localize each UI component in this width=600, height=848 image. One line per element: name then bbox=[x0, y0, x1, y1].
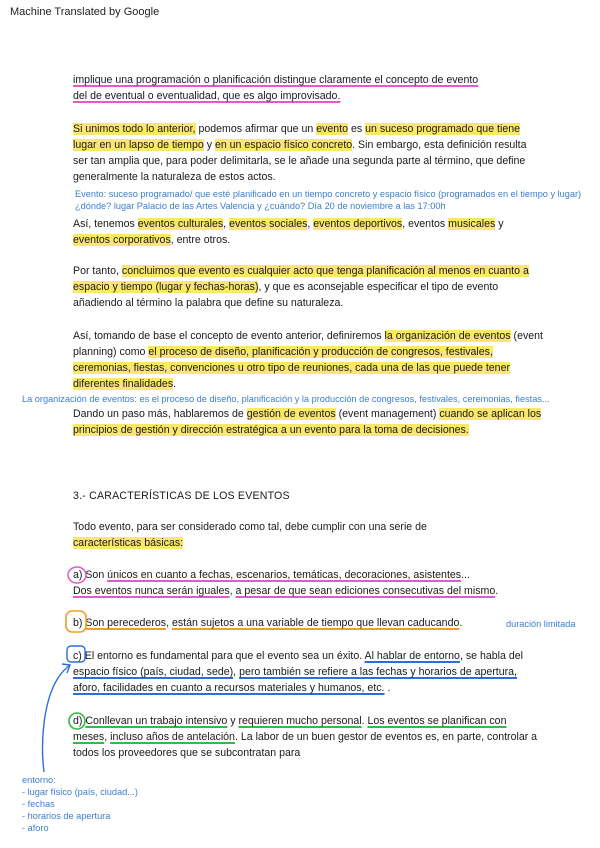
item-c-u1: Al hablar de entorno bbox=[364, 650, 460, 662]
item-b-u1: Son perecederos bbox=[85, 617, 167, 629]
item-c-t2: , se habla del bbox=[459, 650, 523, 662]
p2-hl-c: evento bbox=[316, 123, 349, 135]
item-d-t2: y bbox=[227, 715, 239, 727]
item-b-u2: están sujetos a una variable de tiempo que llevan caducando bbox=[171, 617, 460, 629]
p2-hl-a: Si unimos todo lo anterior, bbox=[73, 123, 196, 135]
item-a-u2: Dos eventos nunca serán iguales bbox=[73, 585, 230, 597]
translation-header: Machine Translated by Google bbox=[10, 6, 160, 18]
box-mark-b bbox=[66, 611, 86, 632]
p7-b: características básicas: bbox=[73, 537, 184, 549]
p2-hl-e: un suceso programado que tiene lugar en un lapso de tiempo bbox=[73, 123, 521, 151]
item-d-t5: . La labor de un buen gestor de eventos es, en parte, controlar a todos los proveedores que se subcontratan para bbox=[73, 731, 538, 759]
item-a-marker: a) bbox=[73, 569, 83, 581]
p2-text-b: podemos afirmar que un bbox=[195, 123, 317, 135]
p3-i: y bbox=[495, 218, 504, 230]
item-b-marker: b) bbox=[73, 617, 83, 629]
item-d-u2: requieren mucho personal bbox=[238, 715, 362, 727]
p4-b: concluimos que evento es cualquier acto que tenga planificación al menos en cuanto a espacio y tiempo (lugar y fechas-horas) bbox=[73, 265, 529, 293]
p2-text-h: . Sin embargo, esta definición resulta ser tan amplia que, para poder delimitarla, se le añade una segunda parte al término, que define generalmente la naturaleza de estos actos. bbox=[73, 139, 527, 183]
p3-e: , bbox=[307, 218, 314, 230]
p6-c: (event management) bbox=[335, 408, 440, 420]
annotation-entorno-item: - aforo bbox=[22, 823, 49, 833]
item-b-t2: , bbox=[166, 617, 172, 629]
p1-line-2: del de eventual o eventualidad, que es algo improvisado. bbox=[73, 90, 341, 102]
p3-c: , bbox=[223, 218, 230, 230]
item-d-t3: . bbox=[361, 715, 368, 727]
p2-hl-g: en un espacio físico concreto bbox=[214, 139, 353, 151]
p5-c: (event planning) como bbox=[73, 330, 543, 358]
p3-k: , entre otros. bbox=[170, 234, 231, 246]
p6-a: Dando un paso más, hablaremos de bbox=[73, 408, 247, 420]
annotation-entorno-item: - lugar físico (país, ciudad...) bbox=[22, 787, 138, 797]
box-mark-c bbox=[67, 646, 85, 662]
item-d-u3: Los eventos se planifican con meses bbox=[73, 715, 507, 743]
item-a-t3: , bbox=[229, 585, 236, 597]
p3-h: musicales bbox=[448, 218, 496, 230]
item-b-t3: . bbox=[459, 617, 463, 629]
p3-g: , eventos bbox=[402, 218, 449, 230]
p2-text-d: es bbox=[348, 123, 366, 135]
item-a-t4: . bbox=[495, 585, 499, 597]
p3-d: eventos sociales bbox=[229, 218, 308, 230]
item-c-t3: , bbox=[233, 666, 240, 678]
p3-f: eventos deportivos bbox=[313, 218, 403, 230]
p6-b: gestión de eventos bbox=[246, 408, 336, 420]
item-d-t4: , bbox=[104, 731, 111, 743]
p5-d: el proceso de diseño, planificación y producción de congresos, festivales, ceremonias, fiestas, convenciones u otro tipo de reuniones, cada una de las que puede tener diferentes finalidades bbox=[73, 346, 510, 390]
p3-a: Así, tenemos bbox=[73, 218, 138, 230]
p5-b: la organización de eventos bbox=[384, 330, 511, 342]
item-a-u3: a pesar de que sean ediciones consecutivas del mismo bbox=[235, 585, 496, 597]
p4-c: , y que es aconsejable especificar el tipo de evento añadiendo al término la palabra que define su naturaleza. bbox=[73, 281, 499, 309]
p7-a: Todo evento, para ser considerado como tal, debe cumplir con una serie de bbox=[73, 521, 427, 533]
item-c-t4: . bbox=[384, 682, 391, 694]
item-d-u1: Conllevan un trabajo intensivo bbox=[85, 715, 228, 727]
p6-d: cuando se aplican los principios de gestión y dirección estratégica a un evento para la toma de decisiones. bbox=[73, 408, 542, 436]
p2-text-f: y bbox=[203, 139, 215, 151]
circle-mark-d bbox=[69, 713, 85, 729]
item-c-u3: pero también se refiere a las fechas y horarios de apertura, aforo, facilidades en cuanto a recursos materiales y humanos, etc. bbox=[73, 666, 518, 694]
item-c-marker: c) bbox=[73, 650, 82, 662]
annotation-entorno-item: - horarios de apertura bbox=[22, 811, 111, 821]
item-d-marker: d) bbox=[73, 715, 83, 727]
annotation-evento: Evento: suceso programado/ que esté planificado en un tiempo concreto y espacio físico (programados en el tiempo y lugar) ¿dónde? lugar Palacio de las Artes Valencia y ¿cuándo? Día 20 de noviembre a las 17:00h bbox=[75, 189, 582, 211]
p5-a: Así, tomando de base el concepto de evento anterior, definiremos bbox=[73, 330, 385, 342]
section-heading: 3.- CARACTERÍSTICAS DE LOS EVENTOS bbox=[73, 490, 290, 502]
p1-line-1: implique una programación o planificación distingue claramente el concepto de evento bbox=[73, 74, 479, 86]
arrow-mark bbox=[43, 665, 70, 772]
p4-a: Por tanto, bbox=[73, 265, 122, 277]
item-d-u4: incluso años de antelación bbox=[110, 731, 235, 743]
annotation-entorno-title: entorno: bbox=[22, 775, 56, 785]
item-c-u2: espacio físico (país, ciudad, sede) bbox=[73, 666, 234, 678]
annotation-organizacion: La organización de eventos: es el proceso de diseño, planificación y la producción de congresos, festivales, ceremonias, fiestas... bbox=[22, 394, 550, 404]
p3-b: eventos culturales bbox=[137, 218, 224, 230]
p3-j: eventos corporativos bbox=[73, 234, 171, 246]
item-a-t2: ... bbox=[461, 569, 470, 581]
annotation-entorno-item: - fechas bbox=[22, 799, 55, 809]
circle-mark-a bbox=[68, 567, 86, 583]
item-c-t1: El entorno es fundamental para que el evento sea un éxito. bbox=[81, 650, 365, 662]
annotation-duracion: duración limitada bbox=[506, 619, 576, 629]
item-a-u1: únicos en cuanto a fechas, escenarios, temáticas, decoraciones, asistentes bbox=[107, 569, 462, 581]
item-a-t1: Son bbox=[82, 569, 108, 581]
p5-e: . bbox=[173, 378, 177, 390]
